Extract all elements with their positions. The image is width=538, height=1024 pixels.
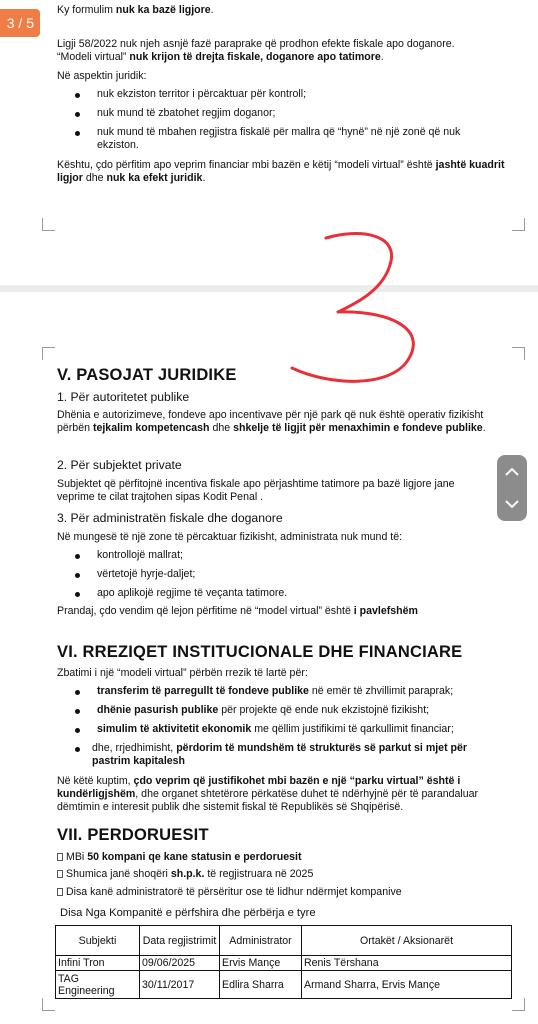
companies-table [55,925,512,999]
subsection-title: 1. Për autoritetet publike [57,390,190,404]
list-item: nuk ekziston territor i përcaktuar për kontroll; [97,88,307,100]
table-header-row [56,926,512,956]
paragraph: Prandaj, çdo vendim që lejon përfitime në “model virtual” është i pavlefshëm [57,605,418,617]
bullet-dot [75,93,80,98]
list-item: dhe, rrjedhimisht, përdorim të mundshëm të strukturës së parkut si mjet për pastrim kapitalesh [92,742,468,767]
list-item: kontrollojë mallrat; [97,549,183,561]
scroll-down-button[interactable] [497,488,527,521]
bullet-dot [75,690,80,695]
missing-glyph-icon [57,888,63,896]
column-header: Administrator [220,926,302,956]
list-item: vërtetojë hyrje-daljet; [97,568,196,580]
table-cell: Ervis Mançe [220,956,302,971]
margin-corner-mark [42,998,55,1011]
chevron-down-icon [505,500,519,509]
list-item: MBi 50 kompani qe kane statusin e perdoruesit [57,851,507,864]
table-cell: Renis Tërshana [302,956,512,971]
table-cell: TAG Engineering [56,971,140,999]
column-header: Ortakët / Aksionarët [302,926,512,956]
margin-corner-mark [42,218,55,231]
paragraph: Në mungesë të një zone të përcaktuar fizikisht, administrata nuk mund të: [57,531,403,543]
missing-glyph-icon [57,870,63,878]
margin-corner-mark [512,347,525,360]
section-6-title: VI. RREZIQET INSTITUCIONALE DHE FINANCIARE [57,643,463,661]
document-page-top [0,0,538,285]
bullet-dot [75,747,80,752]
bullet-dot [75,728,80,733]
paragraph: Në këtë kuptim, çdo veprim që justifikohet mbi bazën e një “parku virtual” është i kundërligjshëm, dhe organet shtetërore përkatëse duhet të ndërhyjnë për të parandaluar dëmtimin e interesit publik dhe sistemit fiskal të Republikës së Shqipërisë. [57,775,479,813]
table-cell: 09/06/2025 [140,956,220,971]
section-7-title: VII. PERDORUESIT [57,826,209,844]
law-paragraph: Ligji 58/2022 nuk njeh asnjë fazë paraprake që prodhon efekte fiskale apo doganore. “Modeli virtual” nuk krijon të drejta fiskale, doganore apo tatimore. [57,38,455,63]
margin-corner-mark [42,347,55,360]
table-cell: Infini Tron [56,956,140,971]
margin-corner-mark [512,998,525,1011]
list-item: apo aplikojë regjime të veçanta tatimore. [97,587,288,599]
subsection-title: 2. Për subjektet private [57,458,182,472]
section-5-title: V. PASOJAT JURIDIKE [57,366,237,384]
list-item: nuk mund të mbahen regjistra fiskalë për mallra që “hynë” në një zonë që nuk ekziston. [97,126,461,151]
missing-glyph-icon [57,853,63,861]
page-scroll-controls [497,455,527,521]
paragraph: Zbatimi i një “modeli virtual” përbën rrezik të lartë për: [57,667,308,679]
table-cell: Edlira Sharra [220,971,302,999]
bullet-dot [75,709,80,714]
list-item: transferim të parregullt të fondeve publike në emër të zhvillimit paraprak; [97,685,454,697]
list-item: simulim të aktivitetit ekonomik me qëllim justifikimi të qarkullimit financiar; [97,723,454,735]
subsection-title: 3. Për administratën fiskale dhe doganore [57,511,283,525]
table-cell: Armand Sharra, Ervis Mançe [302,971,512,999]
margin-corner-mark [512,218,525,231]
table-row [56,956,512,971]
paragraph: Subjektet që përfitojnë incentiva fiskale apo përjashtime tatimore pa bazë ligjore jane veprime te cilat trajtohen sipas Kodit Penal . [57,478,455,503]
scroll-up-button[interactable] [497,455,527,488]
bullet-dot [75,554,80,559]
list-item: dhënie pasurish publike për projekte që ende nuk ekzistojnë fizikisht; [97,704,430,716]
aspect-intro: Në aspektin juridik: [57,70,147,82]
bullet-dot [75,131,80,136]
bullet-dot [75,112,80,117]
list-item: nuk mund të zbatohet regjim doganor; [97,107,276,119]
paragraph: Dhënia e autorizimeve, fondeve apo incentivave për një park që nuk është operativ fizikisht përbën tejkalim kompetencash dhe shkelje të ligjit për menaxhimin e fondeve publike. [57,409,486,434]
list-item: Disa kanë administratorë të përsëritur ose të lidhur ndërmjet kompanive [57,886,507,899]
chevron-up-icon [505,467,519,476]
bullet-dot [75,592,80,597]
page-indicator: 3 / 5 [0,9,40,37]
conclusion-paragraph: Kështu, çdo përfitim apo veprim financiar mbi bazën e këtij “modeli virtual” është jashtë kuadrit ligjor dhe nuk ka efekt juridik. [57,159,505,184]
column-header: Subjekti [56,926,140,956]
formulation-line: Ky formulim nuk ka bazë ligjore. [57,4,214,16]
table-row [56,971,512,999]
table-caption: Disa Nga Kompanitë e përfshira dhe përbërja e tyre [60,907,316,919]
list-item: Shumica janë shoqëri sh.p.k. të regjistruara në 2025 [57,868,507,881]
column-header: Data regjistrimit [140,926,220,956]
table-cell: 30/11/2017 [140,971,220,999]
bullet-dot [75,573,80,578]
handwritten-number-annotation [280,210,430,400]
